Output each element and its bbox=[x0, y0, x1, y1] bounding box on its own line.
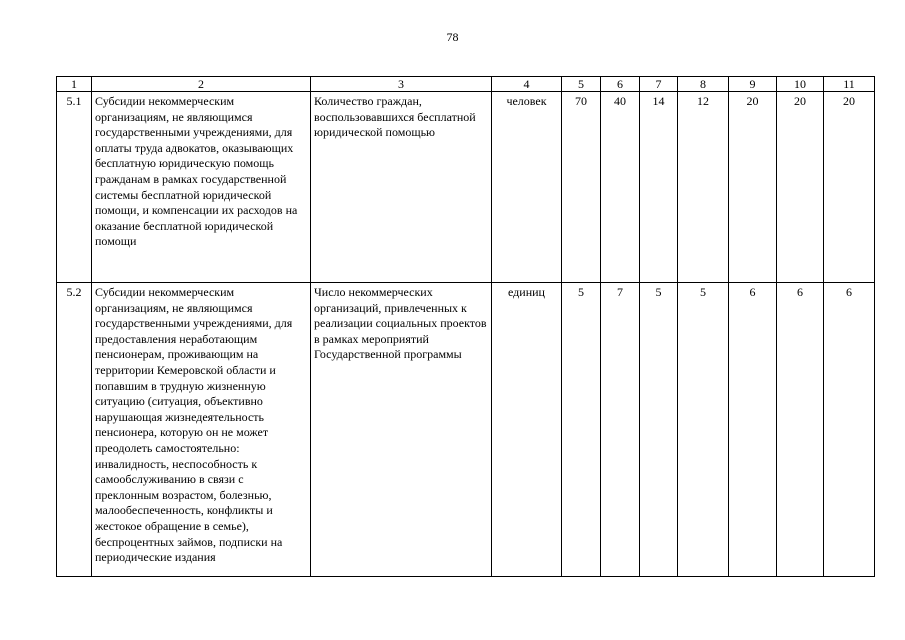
row-description: Субсидии некоммерческим организациям, не являющимся государственными учреждениями, для оплаты труда адвокатов, оказывающих бесплатную юридическую помощь гражданам в рамках государственной системы бесплатной юридической помощи, и компенсации их расходов на оказание бесплатной юридической помощи bbox=[92, 92, 311, 283]
row-value: 5 bbox=[640, 283, 678, 577]
row-value: 20 bbox=[729, 92, 777, 283]
column-header: 6 bbox=[601, 77, 640, 92]
column-header: 10 bbox=[777, 77, 824, 92]
row-value: 20 bbox=[777, 92, 824, 283]
column-header: 5 bbox=[562, 77, 601, 92]
table-header-row bbox=[57, 77, 875, 92]
column-header: 9 bbox=[729, 77, 777, 92]
column-header: 4 bbox=[492, 77, 562, 92]
row-indicator: Количество граждан, воспользовавшихся бесплатной юридической помощью bbox=[311, 92, 492, 283]
column-header: 2 bbox=[92, 77, 311, 92]
program-indicators-table bbox=[56, 76, 875, 577]
page-number: 78 bbox=[446, 30, 459, 44]
row-value: 6 bbox=[824, 283, 875, 577]
row-value: 6 bbox=[777, 283, 824, 577]
row-unit: человек bbox=[492, 92, 562, 283]
row-value: 14 bbox=[640, 92, 678, 283]
row-value: 20 bbox=[824, 92, 875, 283]
column-header: 7 bbox=[640, 77, 678, 92]
row-value: 6 bbox=[729, 283, 777, 577]
row-number: 5.1 bbox=[57, 92, 92, 283]
column-header: 11 bbox=[824, 77, 875, 92]
row-value: 12 bbox=[678, 92, 729, 283]
row-indicator: Число некоммерческих организаций, привлеченных к реализации социальных проектов в рамках мероприятий Государственной программы bbox=[311, 283, 492, 577]
table-row bbox=[57, 92, 875, 283]
row-value: 5 bbox=[678, 283, 729, 577]
row-description: Субсидии некоммерческим организациям, не являющимся государственными учреждениями, для предоставления неработающим пенсионерам, проживающим на территории Кемеровской области и попавшим в трудную жизненную ситуацию (ситуация, объективно нарушающая жизнедеятельность пенсионера, которую он не может преодолеть самостоятельно: инвалидность, неспособность к самообслуживанию в связи с преклонным возрастом, болезнью, малообеспеченность, конфликты и жестокое обращение в семье), беспроцентных займов, подписки на периодические издания bbox=[92, 283, 311, 577]
row-value: 7 bbox=[601, 283, 640, 577]
column-header: 3 bbox=[311, 77, 492, 92]
row-value: 5 bbox=[562, 283, 601, 577]
row-number: 5.2 bbox=[57, 283, 92, 577]
table-row bbox=[57, 283, 875, 577]
row-unit: единиц bbox=[492, 283, 562, 577]
column-header: 8 bbox=[678, 77, 729, 92]
row-value: 70 bbox=[562, 92, 601, 283]
row-value: 40 bbox=[601, 92, 640, 283]
column-header: 1 bbox=[57, 77, 92, 92]
